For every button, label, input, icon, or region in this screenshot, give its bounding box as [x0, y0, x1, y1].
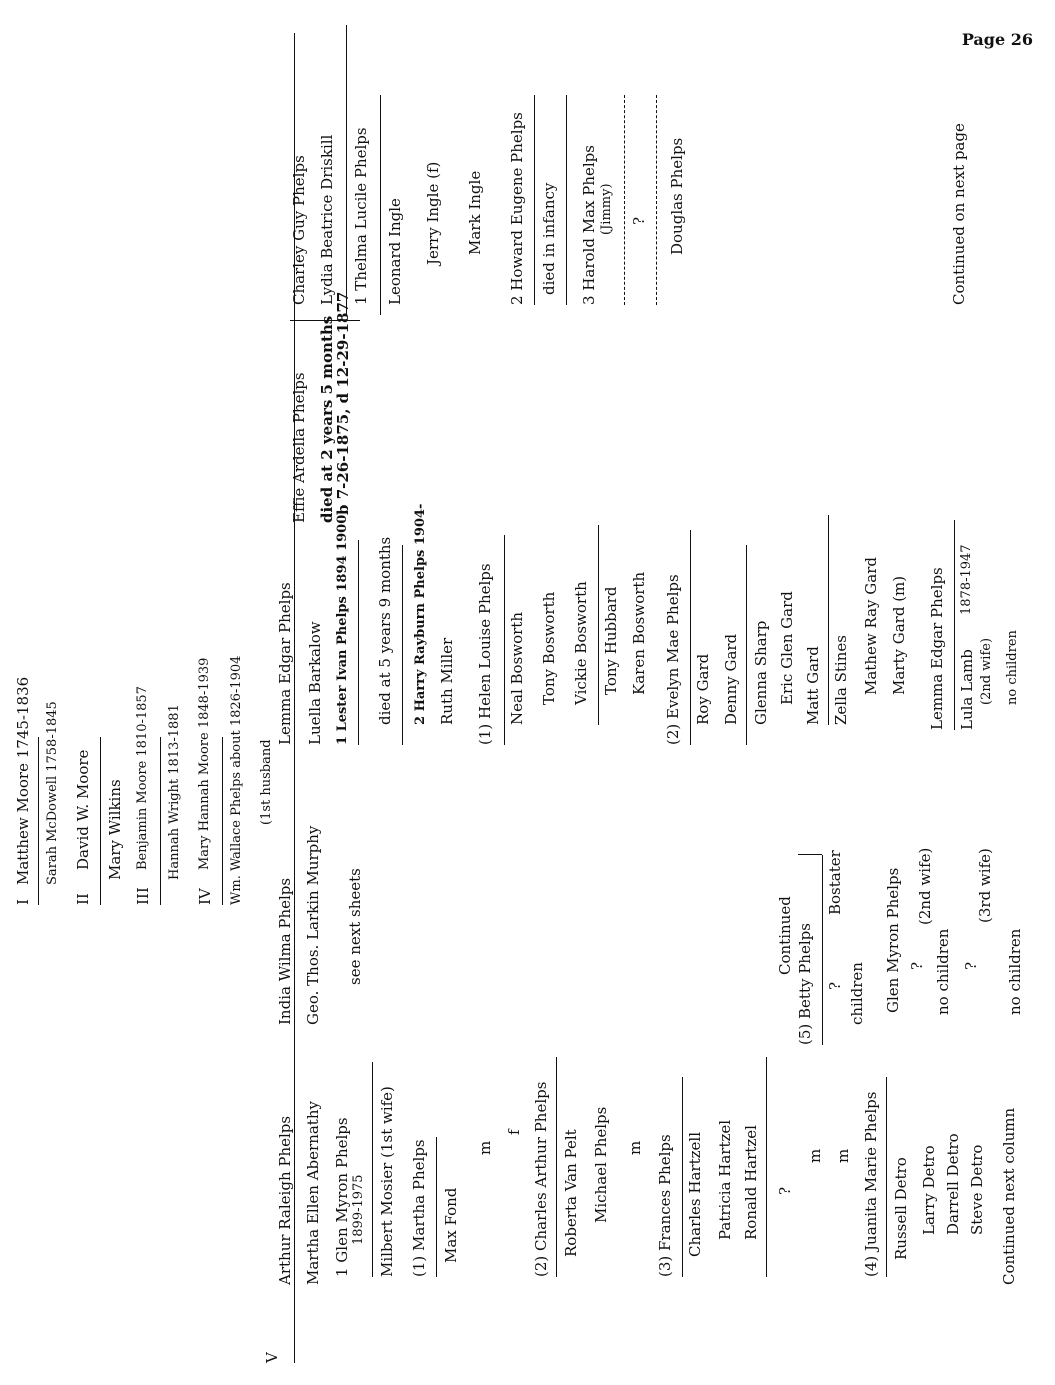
charley-child2-note-line [566, 95, 567, 305]
lemma-second-line [954, 520, 955, 730]
arthur-name: Arthur Raleigh Phelps [276, 1115, 294, 1285]
arthur-gc2-line [556, 1057, 557, 1277]
lemma-gc2: (2) Evelyn Mae Phelps [664, 574, 682, 745]
lemma-gc2-line [690, 530, 691, 745]
gen2-label: II [74, 893, 92, 905]
gen3-name: Benjamin Moore 1810-1857 [135, 686, 150, 870]
gen4-line [222, 737, 223, 905]
charley-child3-nick: (Jimmy) [599, 183, 614, 235]
lemma-child1-line [358, 540, 359, 745]
arthur-spouse: Martha Ellen Abernathy [304, 1101, 322, 1285]
charley-child2-line [534, 95, 535, 305]
lemma-second-dates: 1878-1947 [959, 544, 974, 615]
arthur-child1-spouse: Milbert Mosier (1st wife) [378, 1086, 396, 1277]
arthur-gc3-m1: m [806, 1148, 824, 1163]
lemma-child1-note-line [402, 545, 403, 745]
arthur-gc5-line [822, 855, 823, 1045]
arthur-gc4-spouse: Russell Detro [892, 1157, 910, 1260]
charley-gc2: Mark Ingle [466, 170, 484, 255]
arthur-gc5-tick [798, 854, 822, 855]
gen1-label: I [14, 899, 32, 905]
charley-spouse-line [346, 25, 347, 315]
arthur-child1-line [372, 1062, 373, 1277]
gen1-name: Matthew Moore 1745-1836 [14, 676, 32, 885]
glen-w3-q: ? [962, 961, 980, 970]
arthur-gc4-child2: Darrell Detro [944, 1133, 962, 1235]
charley-separator [290, 320, 360, 321]
lemma-gc1-c2: Vickie Bosworth [572, 581, 590, 705]
india-continued: Continued [776, 896, 794, 975]
charley-child2: 2 Howard Eugene Phelps [508, 112, 526, 305]
arthur-gc5-q: ? [826, 981, 844, 990]
lemma-gc2-c1-line [746, 545, 747, 745]
glen-w2: (2nd wife) [916, 847, 934, 925]
gen4-label: IV [196, 888, 214, 905]
charley-child3-q-line [656, 95, 657, 305]
gen1-line [38, 737, 39, 905]
charley-spouse: Lydia Beatrice Driskill [318, 134, 336, 305]
charley-child3: 3 Harold Max Phelps [580, 145, 598, 305]
lemma-second-note: (2nd wife) [979, 637, 994, 705]
gen3-spouse: Hannah Wright 1813-1881 [167, 704, 182, 880]
arthur-gc5-spouse: Bostater [826, 850, 844, 915]
arthur-gc2-spouse: Roberta Van Pelt [562, 1129, 580, 1257]
lemma-gc2-c2: Matt Gard [804, 646, 822, 725]
lemma-gc1-spouse: Neal Bosworth [508, 612, 526, 725]
arthur-gc2: (2) Charles Arthur Phelps [532, 1081, 550, 1277]
charley-continued: Continued on next page [950, 123, 968, 305]
arthur-gc5-children: children [848, 962, 866, 1025]
arthur-gc2-m: m [626, 1140, 644, 1155]
glen-w2-children: no children [934, 928, 952, 1015]
arthur-gc3-child-line [766, 1057, 767, 1277]
lemma-child1-note: died at 5 years 9 months [376, 536, 394, 725]
lemma-gc2-spouse: Roy Gard [694, 653, 712, 725]
lemma-gc2-c2-c2: Marty Gard (m) [890, 575, 908, 695]
effie-name: Effie Ardella Phelps [290, 372, 308, 523]
arthur-continued: Continued next column [1000, 1107, 1018, 1285]
charley-name: Charley Guy Phelps [290, 155, 308, 305]
lemma-child2-spouse: Ruth Miller [438, 637, 456, 725]
charley-child1-spouse: Leonard Ingle [386, 198, 404, 305]
arthur-gc3-m2: m [834, 1148, 852, 1163]
gen4-name: Mary Hannah Moore 1848-1939 [197, 657, 212, 870]
arthur-gc4-line [886, 1077, 887, 1277]
effie-note2: b 7-26-1875, d 12-29-1877 [334, 291, 352, 515]
lemma-gc1-c2-line [598, 525, 599, 725]
lemma-child1: 1 Lester Ivan Phelps 1894 1900 [335, 514, 350, 745]
arthur-gc1-line [436, 1137, 437, 1277]
arthur-gc5: (5) Betty Phelps [796, 923, 814, 1045]
page-number: Page 26 [961, 30, 1033, 49]
lemma-second-children: no children [1005, 630, 1020, 705]
lemma-gc1-c1: Tony Bosworth [540, 591, 558, 705]
lemma-gc1-c3: Karen Bosworth [630, 571, 648, 695]
charley-child1-line [380, 95, 381, 315]
gen5-label: V [263, 1352, 281, 1363]
lemma-gc2-c1: Denny Gard [722, 633, 740, 725]
lemma-spouse: Luella Barkalow [306, 621, 324, 745]
arthur-gc3-child2: Ronald Hartzel [742, 1125, 760, 1240]
arthur-gc1-spouse: Max Fond [442, 1187, 460, 1263]
arthur-gc1-f: f [505, 1129, 523, 1135]
gen3-label: III [134, 887, 152, 905]
gen2-name: David W. Moore [74, 749, 92, 870]
glen-w2-q: ? [908, 961, 926, 970]
glen-w3-children: no children [1006, 928, 1024, 1015]
arthur-gc2-child: Michael Phelps [592, 1106, 610, 1223]
charley-child2-note: died in infancy [540, 182, 558, 295]
arthur-child1-dates: 1899-1975 [351, 1174, 366, 1245]
charley-child1: 1 Thelma Lucile Phelps [352, 127, 370, 305]
lemma-child2: 2 Harry Rayburn Phelps 1904- [413, 503, 428, 725]
india-spouse: Geo. Thos. Larkin Murphy [304, 825, 322, 1025]
arthur-gc3-line [682, 1077, 683, 1277]
lemma-second-spouse: Lula Lamb [958, 649, 976, 730]
lemma-gc2-c2-line [828, 515, 829, 725]
effie-note1: died at 2 years 5 months [318, 315, 336, 523]
arthur-gc4: (4) Juanita Marie Phelps [862, 1091, 880, 1277]
lemma-gc1: (1) Helen Louise Phelps [476, 563, 494, 745]
charley-child3-child: Douglas Phelps [668, 137, 686, 255]
arthur-gc3-spouse: Charles Hartzell [686, 1132, 704, 1257]
gen4-spouse: Wm. Wallace Phelps about 1826-1904 [229, 655, 244, 905]
lemma-gc2-c1-spouse: Glenna Sharp [752, 620, 770, 725]
charley-gc1: Jerry Ingle (f) [424, 161, 442, 265]
gen2-spouse: Mary Wilkins [106, 779, 124, 880]
lemma-gc2-c2-spouse: Zella Stines [832, 635, 850, 725]
charley-child3-q: ? [630, 216, 648, 225]
lemma-gc2-c2-c1: Mathew Ray Gard [862, 557, 880, 695]
arthur-gc3: (3) Frances Phelps [656, 1134, 674, 1277]
lemma-gc1-line [504, 535, 505, 745]
glen-w3: (3rd wife) [976, 848, 994, 923]
arthur-gc4-child3: Steve Detro [968, 1144, 986, 1235]
lemma-second-name: Lemma Edgar Phelps [928, 567, 946, 730]
gen2-line [100, 737, 101, 905]
gen1-spouse: Sarah McDowell 1758-1845 [45, 701, 60, 885]
gen4-spouse-note: (1st husband [259, 739, 274, 825]
arthur-gc3-child1: Patricia Hartzel [716, 1119, 734, 1240]
glen-name: Glen Myron Phelps [884, 867, 902, 1013]
charley-child3-line [624, 95, 625, 305]
arthur-child1: 1 Glen Myron Phelps [333, 1117, 351, 1277]
lemma-gc2-c1-c1: Eric Glen Gard [778, 591, 796, 705]
arthur-gc1: (1) Martha Phelps [410, 1139, 428, 1277]
arthur-gc3-q: ? [776, 1186, 794, 1195]
india-name: India Wilma Phelps [276, 877, 294, 1025]
arthur-gc1-m: m [476, 1140, 494, 1155]
lemma-gc1-c2-spouse: Tony Hubbard [602, 586, 620, 695]
gen3-line [160, 737, 161, 905]
lemma-name: Lemma Edgar Phelps [276, 582, 294, 745]
arthur-gc4-child1: Larry Detro [920, 1145, 938, 1235]
india-note: see next sheets [346, 868, 364, 985]
